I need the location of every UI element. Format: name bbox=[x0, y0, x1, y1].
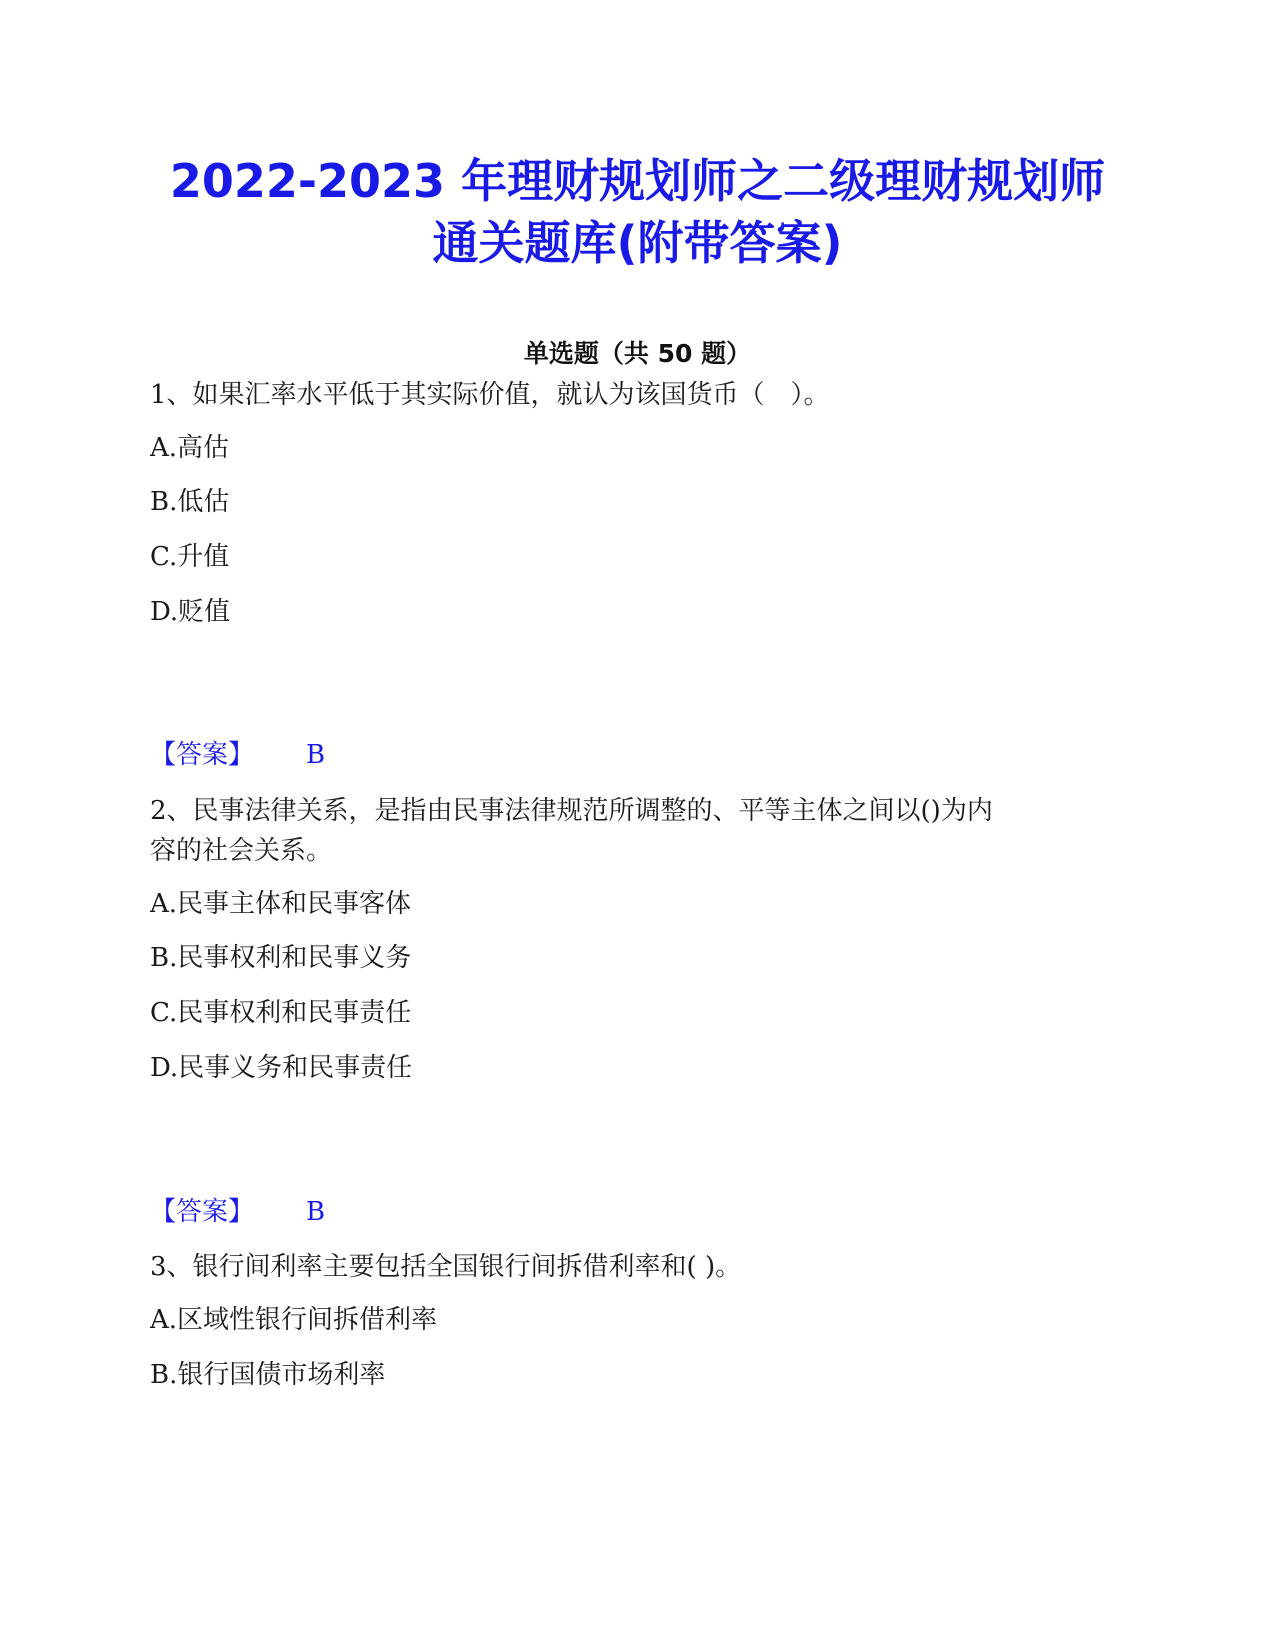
document-title-line-1: 2022-2023 年理财规划师之二级理财规划师 bbox=[169, 154, 1106, 208]
answer-value: B bbox=[306, 1197, 326, 1227]
question-2-answer bbox=[150, 1192, 325, 1232]
question-2-option-b: B.民事权利和民事义务 bbox=[150, 943, 412, 973]
question-3-option-a: A.区域性银行间拆借利率 bbox=[150, 1305, 438, 1335]
question-1-option-d: D.贬值 bbox=[150, 597, 231, 627]
question-3-option-b: B.银行国债市场利率 bbox=[150, 1360, 386, 1390]
answer-label: 【答案】 bbox=[150, 740, 255, 770]
question-1-option-c: C.升值 bbox=[150, 542, 230, 572]
section-heading: 单选题（共 50 题） bbox=[523, 339, 752, 368]
question-2-stem-line-1: 2、民事法律关系，是指由民事法律规范所调整的、平等主体之间以()为内 bbox=[150, 796, 993, 826]
question-3-stem: 3、银行间利率主要包括全国银行间拆借利率和( )。 bbox=[150, 1252, 742, 1282]
question-2-option-c: C.民事权利和民事责任 bbox=[150, 998, 412, 1028]
answer-label: 【答案】 bbox=[150, 1197, 255, 1227]
answer-value: B bbox=[306, 740, 326, 770]
question-1-option-b: B.低估 bbox=[150, 487, 230, 517]
question-1-stem: 1、如果汇率水平低于其实际价值，就认为该国货币（ ）。 bbox=[150, 380, 830, 410]
question-2-stem-line-2: 容的社会关系。 bbox=[150, 836, 333, 866]
question-1-answer bbox=[150, 735, 325, 775]
document-title-line-2: 通关题库(附带答案) bbox=[432, 216, 843, 270]
question-2-option-d: D.民事义务和民事责任 bbox=[150, 1053, 413, 1083]
question-1-option-a: A.高估 bbox=[150, 433, 230, 463]
question-2-option-a: A.民事主体和民事客体 bbox=[150, 889, 412, 919]
